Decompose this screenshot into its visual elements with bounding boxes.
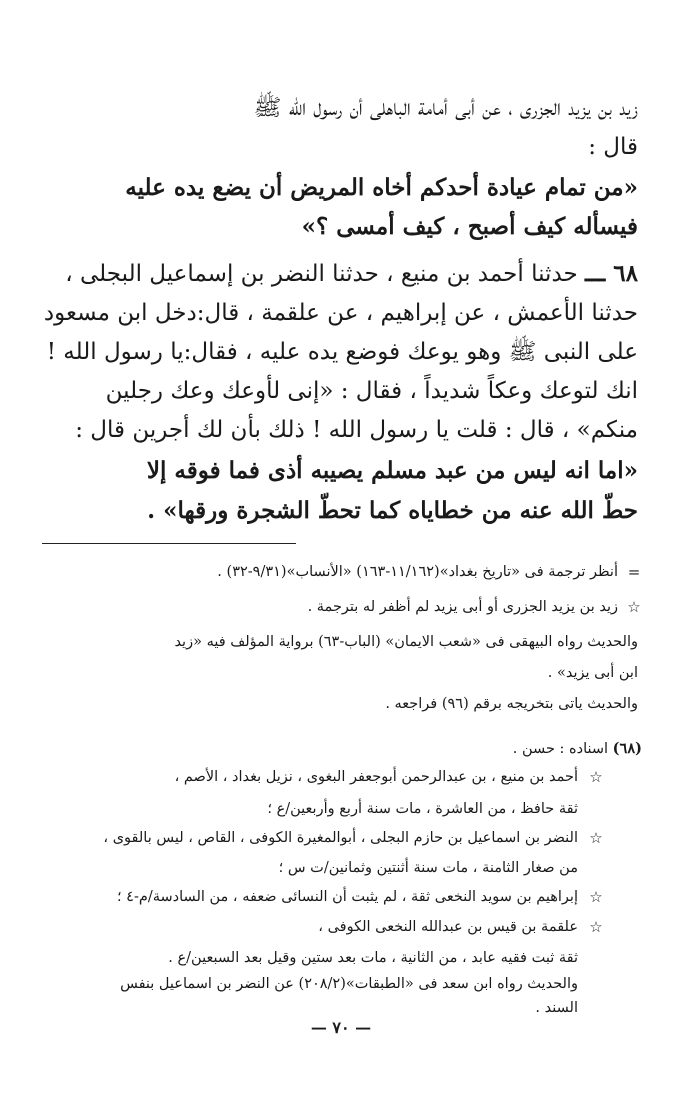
footnote-line: النضر بن اسماعيل بن حازم البجلى ، أبوالمغيرة الكوفى ، القاص ، ليس بالقوى ، (103, 830, 578, 846)
main-text-line: حدثنا الأعمش ، عن إبراهيم ، عن علقمة ، قال:دخل ابن مسعود (43, 300, 638, 326)
main-text-line: منكم» ، قال : قلت يا رسول الله ! ذلك بأن لك أجرين قال : (75, 417, 638, 443)
star-icon: ☆ (627, 598, 641, 616)
main-text-segment: حدثنا أحمد بن منيع ، حدثنا النضر بن إسماعيل البجلى ، (65, 261, 578, 287)
main-text-line: انك لتوعك وعكاً شديداً ، فقال : «إنى لأوعك وعك رجلين (105, 378, 638, 404)
footnote-line: زيد بن يزيد الجزرى أو أبى يزيد لم أظفر له بترجمة . (307, 599, 618, 615)
continuation-marker: = (627, 563, 641, 581)
hadith-quote-line: حطّ الله عنه من خطاياه كما تحطّ الشجرة ورقها» . (147, 497, 638, 524)
footnote-line: من صغار الثامنة ، مات سنة أثنتين وثمانين/ت س ؛ (278, 860, 578, 876)
footnote-divider (42, 543, 296, 544)
footnote-text: اسناده : حسن . (512, 741, 609, 757)
page-number: — ٧٠ — (310, 1018, 372, 1037)
main-text-line: قال : (588, 134, 638, 160)
footnote-line: ابن أبى يزيد» . (547, 665, 638, 681)
hadith-quote-line: «من تمام عيادة أحدكم أخاه المريض أن يضع يده عليه (125, 174, 638, 201)
footnote-line: السند . (535, 1000, 578, 1016)
star-icon: ☆ (589, 829, 603, 847)
footnote-line: علقمة بن قيس بن عبدالله النخعى الكوفى ، (318, 919, 578, 935)
hadith-68-note (513, 738, 642, 760)
main-text-line: زيد بن يزيد الجزرى ، عن أبى أمامة الباهلى أن رسول الله ﷺ (253, 95, 638, 121)
hadith-quote-line: «اما انه ليس من عبد مسلم يصيبه أذى فما فوقه إلا (146, 457, 638, 484)
star-icon: ☆ (589, 768, 603, 786)
hadith-68-first-line (43, 255, 638, 293)
footnote-line: والحديث رواه البيهقى فى «شعب الايمان» (الباب-٦٣) برواية المؤلف فيه «زيد (174, 634, 638, 650)
footnote-line: إبراهيم بن سويد النخعى ثقة ، لم يثبت أن النسائى ضعفه ، من السادسة/م-٤ ؛ (116, 889, 578, 905)
footnote-line: والحديث ياتى بتخريجه برقم (٩٦) فراجعه . (385, 696, 638, 712)
footnote-number: (٦٨) (612, 740, 642, 757)
main-text-line: على النبى ﷺ وهو يوعك فوضع يده عليه ، فقال:يا رسول الله ! (46, 339, 638, 365)
footnote-line: أحمد بن منيع ، بن عبدالرحمن أبوجعفر البغوى ، نزيل بغداد ، الأصم ، (174, 769, 578, 785)
footnote-line: ثقة حافظ ، من العاشرة ، مات سنة أربع وأربعين/ع ؛ (267, 801, 578, 817)
footnote-line: أنظر ترجمة فى «تاريخ بغداد»(١١/١٦٢-١٦٣) «الأنساب»(٩/٣١-٣٢) . (217, 564, 618, 580)
star-icon: ☆ (589, 918, 603, 936)
star-icon: ☆ (589, 888, 603, 906)
footnote-line: والحديث رواه ابن سعد فى «الطبقات»(٢٠٨/٢) عن النضر بن اسماعيل بنفس (120, 976, 578, 992)
hadith-number: ٦٨ ـــ (585, 260, 638, 287)
footnote-line: ثقة ثبت فقيه عابد ، من الثانية ، مات بعد ستين وقيل بعد السبعين/ع . (168, 950, 578, 966)
hadith-quote-line: فيسأله كيف أصبح ، كيف أمسى ؟» (301, 213, 638, 240)
